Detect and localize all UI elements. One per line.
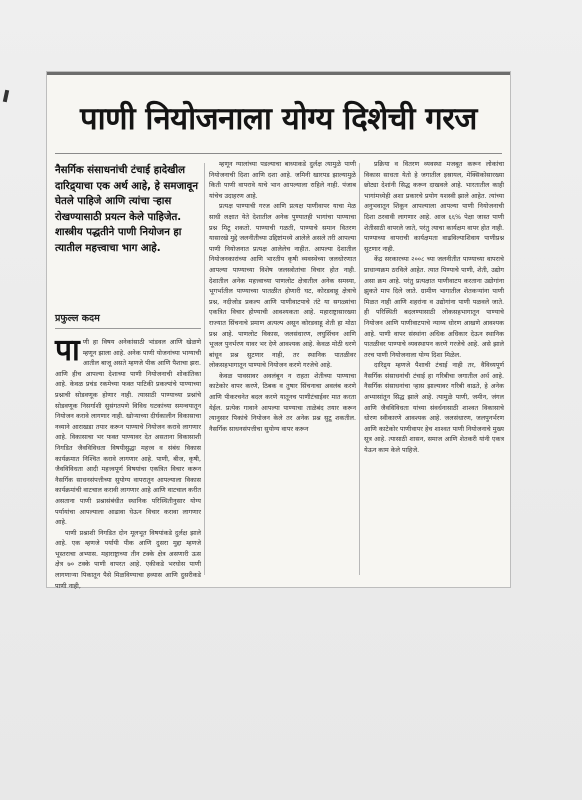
paragraph: प्रत्यक्ष पाण्याची गरज आणि प्रत्यक्ष पाणीवापर याचा मेळ साधी लक्षात येते देशातील अनेक पुण्यातही भागांचा पाण्याचा प्रश्न मिटू शकतो. पाण्याची गळती, पाण्याचे समान वितरण यासारखे मुद्दे जलनीतीच्या उद्दिष्टांमध्ये आलेले असले तरी आपल्या पाणी नियोजनात प्रत्यक्ष आलेलेच नाहीत. आपल्या देशातील नियोजनकारांच्या आणि भारतीय कृषी व्यवस्थेच्या जलधोरणात आपल्या पाण्याच्या विशेष जलस्त्रोतांचा विचार होत नाही. देशातील अनेक महत्त्वाच्या पाणलोट क्षेत्रातील अनेक समस्या, भूगर्भातील पाण्याच्या पातळीत होणारी घट, कोरडवाहू क्षेत्राचे प्रश्न, नदीजोड प्रकल्प आणि पाणीवाटपाचे तंटे या सगळ्यांचा एकत्रित विचार होण्याची आवश्यकता आहे. महाराष्ट्रासारख्या राज्यात सिंचनाचे प्रमाण अत्यल्प असून कोरडवाहू शेती हा मोठा प्रश्न आहे. पाणलोट विकास, जलसंधारण, लघुसिंचन आणि भूजल पुनर्भरण यावर भर देणे आवश्यक आहे. केवळ मोठी धरणे बांधून प्रश्न सुटणार नाही, तर स्थानिक पातळीवर लोकसहभागातून पाण्याचे नियोजन करणे गरजेचे आहे.	[209, 202, 356, 370]
paragraph: प्रक्रिया व वितरण व्यवस्था मजबूत करून लोकांचा विकास साधता येतो हे जगातील इस्रायल, मेक्सिकोसारख्या छोट्या देशांनी सिद्ध करून दाखवले आहे. भारतातील काही भागांमध्येही अशा प्रकारचे प्रयोग यशस्वी झाले आहेत. त्यांच्या अनुभवातून शिकून आपल्याला आपल्या पाणी नियोजनाची दिशा ठरवावी लागणार आहे. आज ६६% पेक्षा जास्त पाणी शेतीसाठी वापरले जाते, परंतु त्याचा कार्यक्षम वापर होत नाही. पाण्याच्या वापराची कार्यक्षमता वाढविल्याशिवाय पाणीप्रश्न सुटणार नाही.	[364, 160, 504, 253]
column-3	[364, 159, 504, 581]
paragraph: म्हणून ग्यालांच्या पडल्याचा बाध्याकडे दुर्लक्ष त्यामुळे पाणी नियोजनाची दिशा आणि दशा आहे. जमिनी खारपड झाल्यामुळे किती पाणी वापरावे याचे भान आपल्याला राहिले नाही. पंजाब यांचेच उदाहरण आहे.	[209, 160, 356, 200]
article-author: प्रफुल्ल कदम	[55, 311, 201, 329]
column-1-text	[55, 333, 201, 591]
paragraph: पाणी प्रश्नाशी निगडित दोन मूलभूत विषयांकडे दुर्लक्ष झाले आहे. एक म्हणजे पर्यायी पीक आणि दुसरा मुद्दा म्हणजे भूस्तराचा अभ्यास. महाराष्ट्राच्या तीन टक्के क्षेत्र असणारी ऊस क्षेत्र ७० टक्के पाणी वापरत आहे. एकीकडे भरघोस पाणी लागणाऱ्या पिकातून पैसे मिळविण्याचा हव्यास आणि दुसरीकडे पाणी नाही,	[55, 528, 201, 590]
drop-cap: पा	[55, 333, 80, 368]
paragraph	[55, 333, 201, 528]
paragraph-text: णी हा विषय अनेकांसाठी भांडवल आणि खेळणे म्हणून झाला आहे. अनेक पाणी योजनांच्या भाग्याची आतील बाजू असते म्हणजे पीक आणि पैशाचा झरा. आणि हीच आपल्या देशाच्या पाणी नियोजनाची शोकांतिका आहे. केवळ प्रचंड रकमेच्या फक्त पाटिकी प्रकल्पांचे पाण्याच्या प्रश्नाची सोडवणूक होणार नाही. त्यासाठी पाण्याच्या प्रश्नांचे सोडवणूक निसर्गाशी सुसंगतपणे विविध घटकांच्या समन्वयातून नियोजन करावे लागणार नाही. खोऱ्याच्या दीर्घकालीन विकासाचा नव्याने आराखडा तयार करून पाण्याचे नियोजन करावे लागणार आहे. विकासाचा भर फक्त पाण्यावर देत असताना विकासाशी निगडित जैवविविधता विषयीसुद्धा महत्त्व व संबंध विकास कार्यक्रमात निश्चित करावे लागणार आहे. पाणी, बीज, कृषी, जैवविविधता आदी महत्त्वपूर्ण विषयांचा एकत्रित विचार करून नैसर्गिक साधनसंपत्तीच्या सुयोग्य वापरातून आपल्याला विकास कार्यक्रमांची वाटचाल करावी लागणार आहे आणि वाटचाल करीत असताना पाणी प्रश्नासंबंधीत स्थानिक परिस्थितीनुसार योग्य पर्यायांचा आपल्याला आढावा घेऊन विचार करावा लागणार आहे.	[55, 338, 201, 527]
column-divider	[359, 163, 360, 575]
scan-mark	[3, 90, 9, 103]
headline-rule	[55, 153, 502, 154]
column-3-text	[364, 159, 504, 456]
column-2	[209, 159, 356, 581]
paragraph: केवळ पावसावर अवलंबून न राहता शेतीच्या पाण्याचा काटेकोर वापर करणे, ठिबक व तुषार सिंचनाचा अवलंब करणे आणि पीकरचनेत बदल करणे यातूनच पाणीटंचाईवर मात करता येईल. प्रत्येक गावाने आपल्या पाण्याचा ताळेबंद तयार करून त्यानुसार पिकांचे नियोजन केले तर अनेक प्रश्न सुटू शकतील. नैसर्गिक साधनसंपत्तीचा सुयोग्य वापर करून	[209, 371, 356, 433]
paragraph: केंद्र सरकारच्या २००८ च्या जलनीतीत पाण्याच्या वापराचे प्राधान्यक्रम ठरविले आहेत. त्यात पिण्याचे पाणी, शेती, उद्योग असा क्रम आहे. परंतु प्रत्यक्षात पाणीवाटप करताना उद्योगांना झुकते माप दिले जाते. ग्रामीण भागातील शेतकऱ्यांना पाणी मिळत नाही आणि शहरांना व उद्योगांना पाणी पळवले जाते. ही परिस्थिती बदलण्यासाठी लोकसहभागातून पाण्याचे नियोजन आणि पाणीवाटपाचे न्याय्य धोरण आखणे आवश्यक आहे. पाणी वापर संस्थांना अधिक अधिकार देऊन स्थानिक पातळीवर पाण्याचे व्यवस्थापन करणे गरजेचे आहे. असे झाले तरच पाणी नियोजनाला योग्य दिशा मिळेल.	[364, 255, 504, 359]
article-intro: नैसर्गिक संसाधनांची टंचाई हादेखील दारिद्र्याचा एक अर्थ आहे, हे समजावून घेतले पाहिजे आणि त्यांचा ऱ्हास रोखण्यासाठी प्रयत्न केले पाहिजेत. शास्त्रीय पद्धतीने पाणी नियोजन हा त्यातील महत्त्वाचा भाग आहे.	[55, 165, 198, 254]
column-2-text	[209, 159, 356, 434]
column-divider	[204, 163, 205, 575]
paragraph: दारिद्र्य म्हणजे पैशाची टंचाई नाही तर, वैविध्यपूर्ण नैसर्गिक संसाधनांची टंचाई हा गरिबीचा जगातील अर्थ आहे. नैसर्गिक संसाधनांचा ऱ्हास झाल्यावर गरिबी वाढते, हे अनेक अभ्यासांतून सिद्ध झाले आहे. त्यामुळे पाणी, जमीन, जंगल आणि जैवविविधता यांच्या संवर्धनासाठी शाश्वत विकासाचे धोरण स्वीकारणे आवश्यक आहे. जलसंधारण, जलपुनर्भरण आणि काटेकोर पाणीवापर हेच शाश्वत पाणी नियोजनाचे मुख्य सूत्र आहे. त्यासाठी शासन, समाज आणि शेतकरी यांनी एकत्र येऊन काम केले पाहिजे.	[364, 361, 504, 455]
article-headline: पाणी नियोजनाला योग्य दिशेची गरज	[80, 101, 477, 137]
column-1	[55, 159, 201, 590]
newspaper-clipping	[47, 72, 510, 590]
